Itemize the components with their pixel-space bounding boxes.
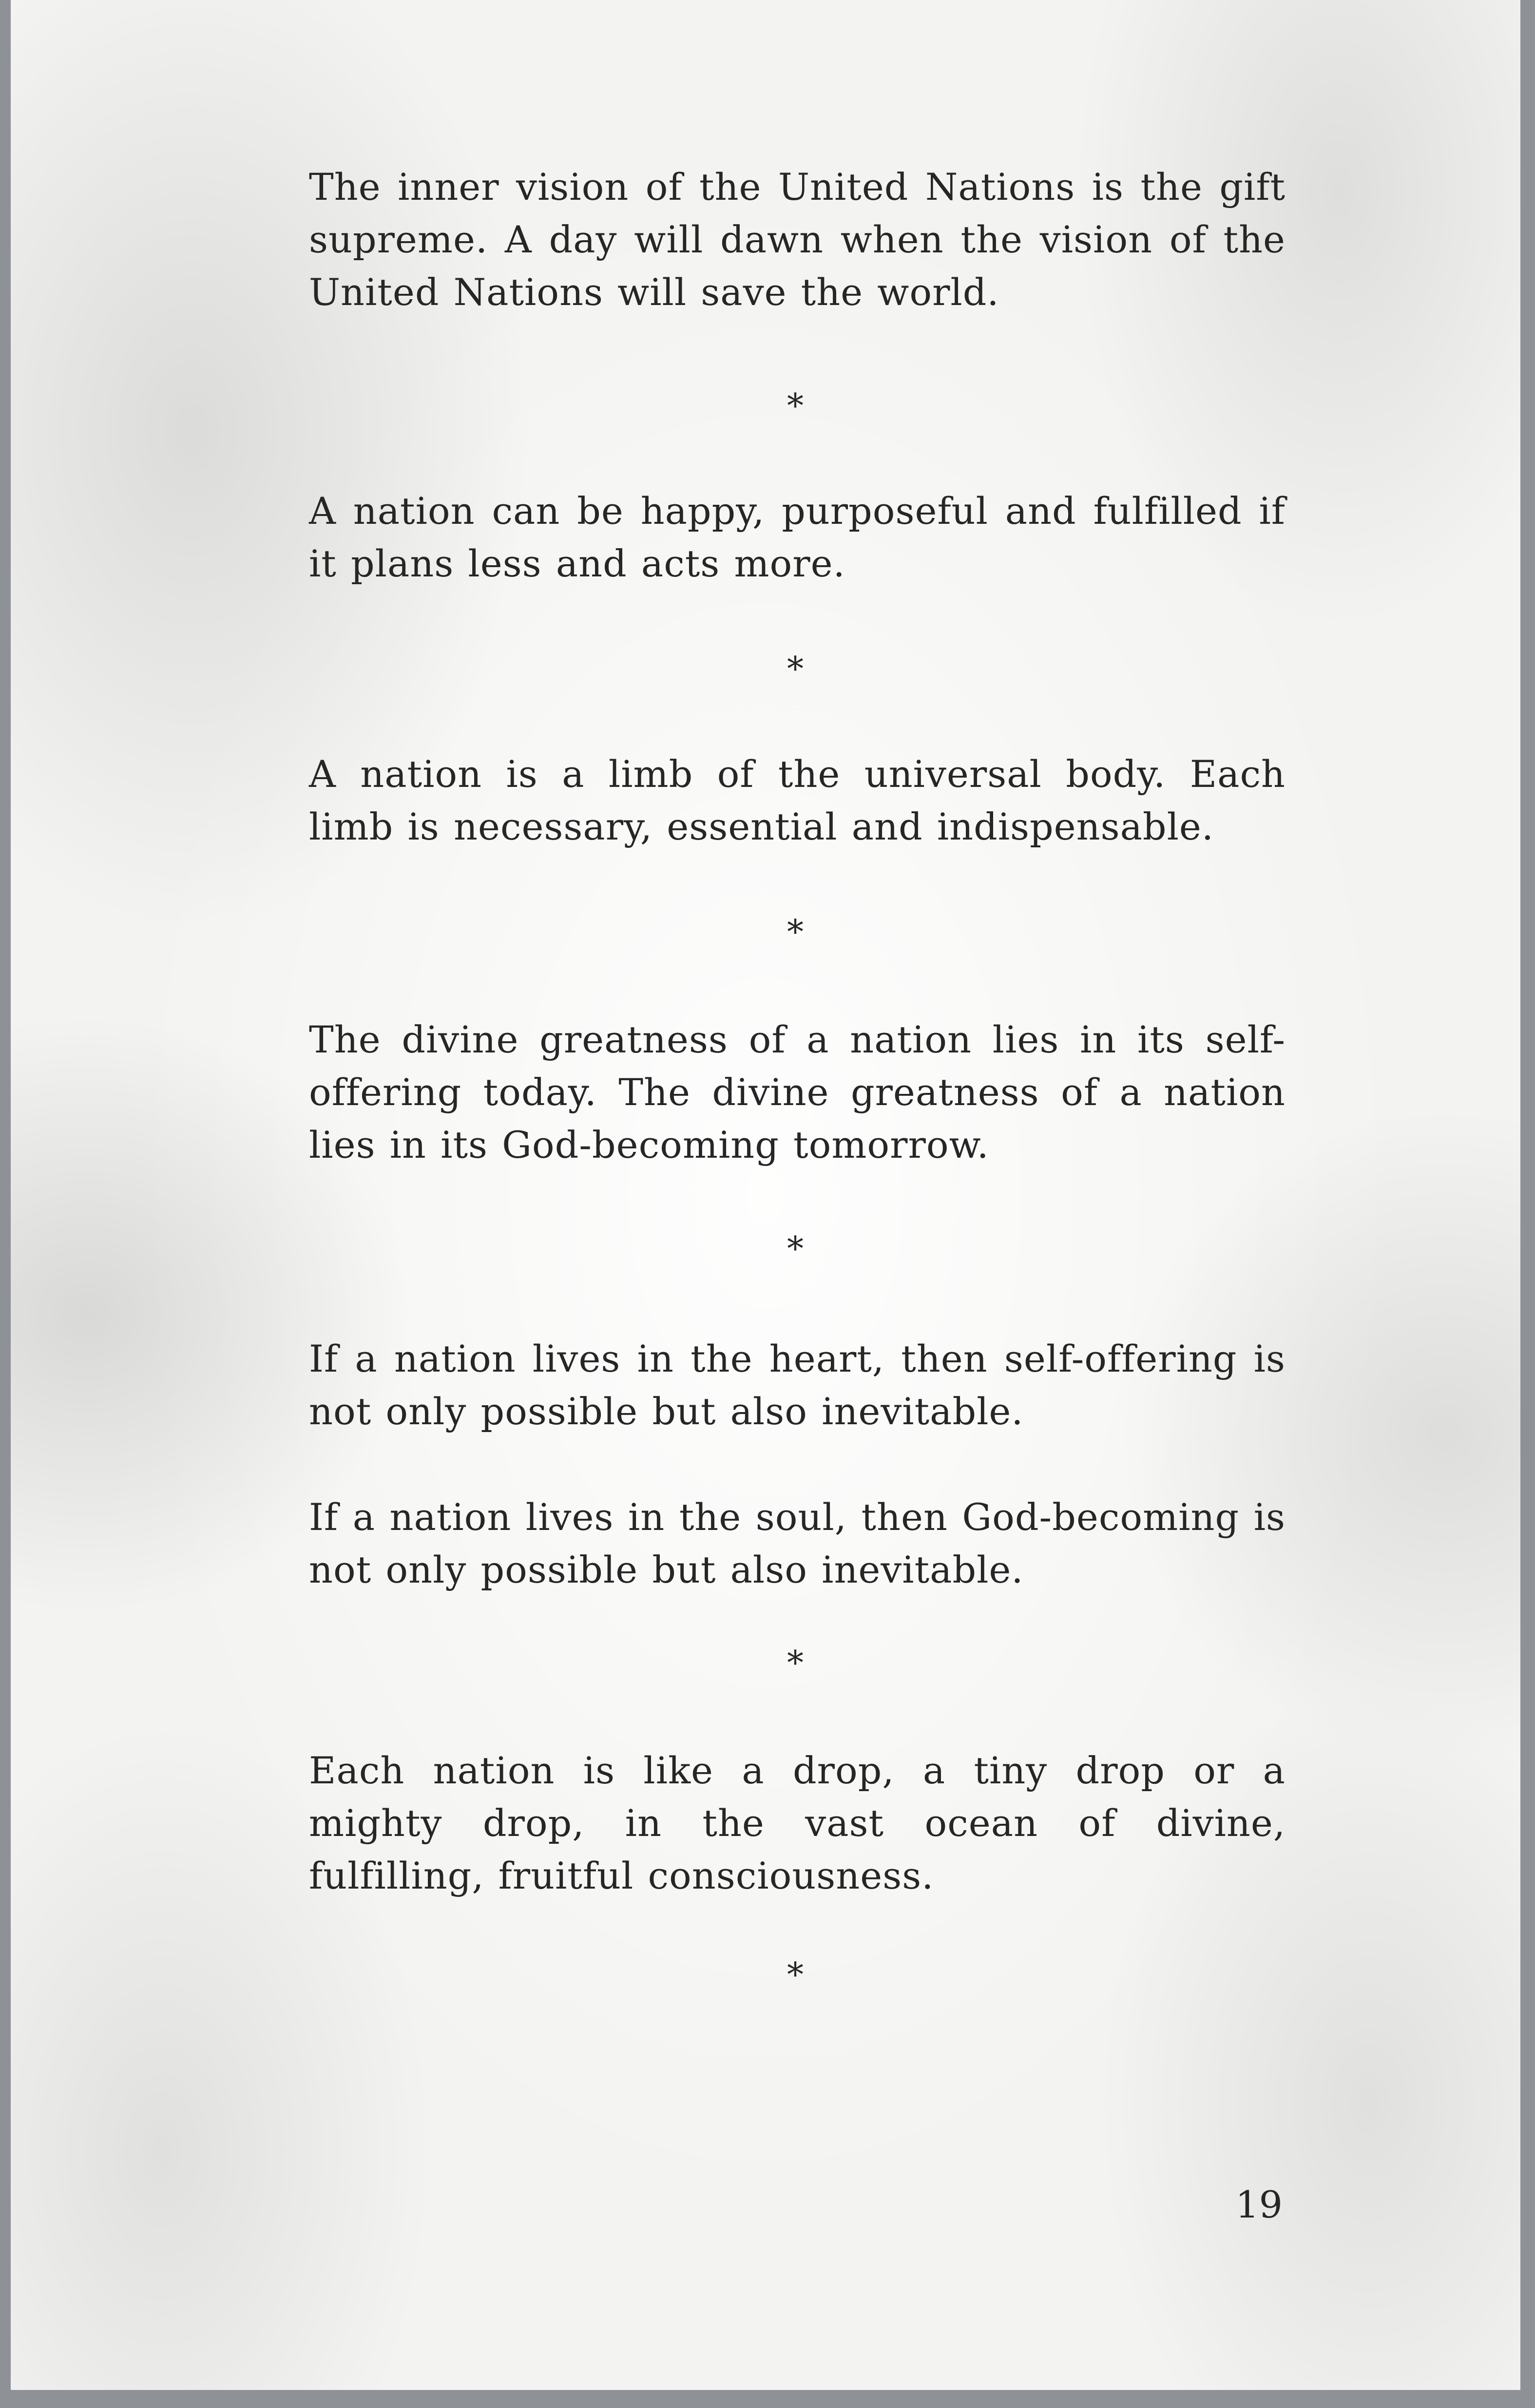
book-page xyxy=(11,0,1520,2390)
section-separator: * xyxy=(787,1956,804,1994)
paragraph-nation-heart: If a nation lives in the heart, then self-offering is not only possible but also inevitable. xyxy=(309,1337,1286,1433)
section-separator: * xyxy=(787,1644,804,1682)
paragraph-united-nations-vision: The inner vision of the United Nations is the gift supreme. A day will dawn when the vision of the United Nations will save the world. xyxy=(309,165,1286,314)
paragraph-divine-greatness: The divine greatness of a nation lies in its self-offering today. The divine greatness of a nation lies in its God-becoming tomorrow. xyxy=(309,1018,1286,1166)
section-separator: * xyxy=(787,913,804,952)
paragraph-nation-limb: A nation is a limb of the universal body. Each limb is necessary, essential and indispensable. xyxy=(309,752,1286,848)
section-separator: * xyxy=(787,387,804,425)
section-separator: * xyxy=(787,650,804,688)
paragraph-nation-drop: Each nation is like a drop, a tiny drop or a mighty drop, in the vast ocean of divine, fulfilling, fruitful consciousness. xyxy=(309,1749,1286,1897)
paragraph-nation-happy: A nation can be happy, purposeful and fulfilled if it plans less and acts more. xyxy=(309,489,1286,585)
section-separator: * xyxy=(787,1230,804,1268)
paragraph-nation-soul: If a nation lives in the soul, then God-becoming is not only possible but also inevitable. xyxy=(309,1495,1286,1591)
page-number: 19 xyxy=(1235,2183,1283,2226)
